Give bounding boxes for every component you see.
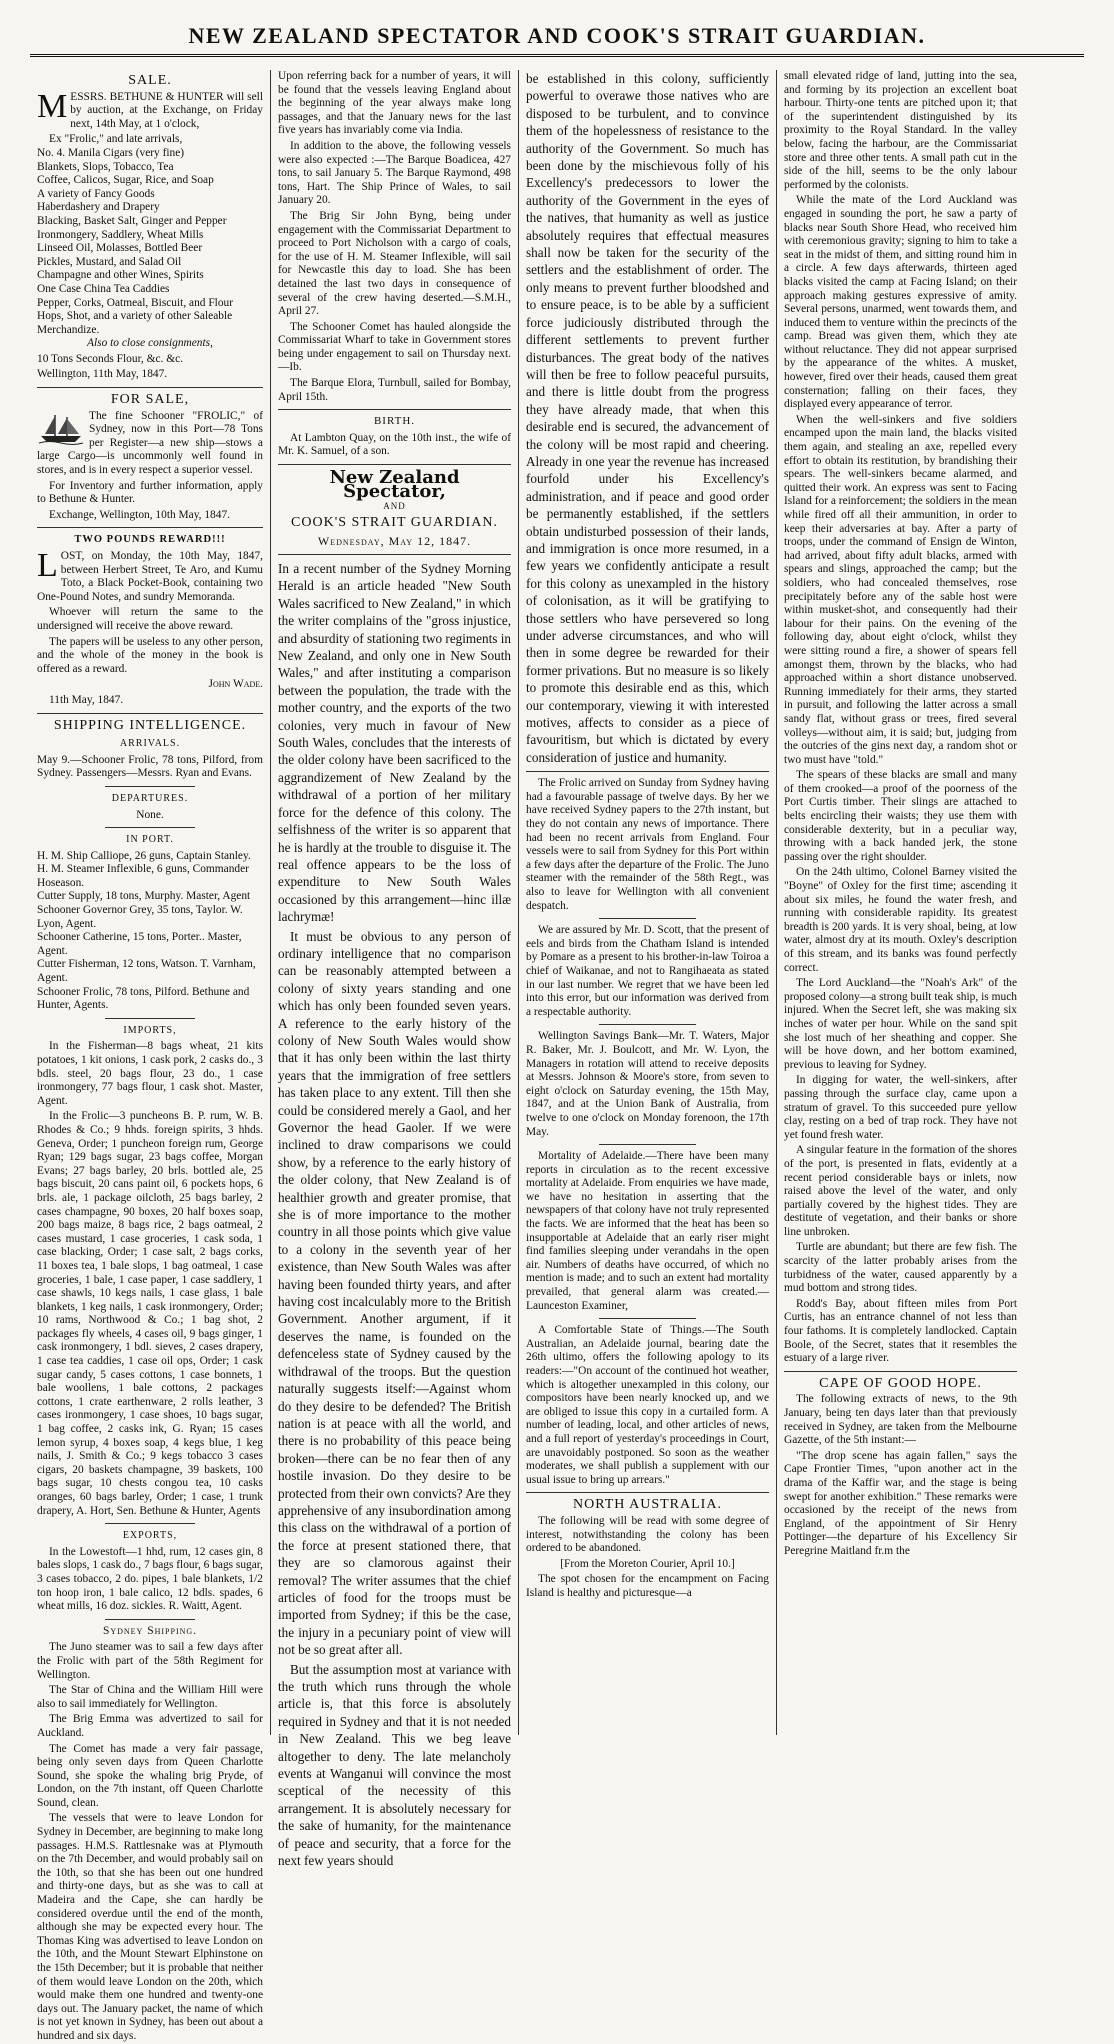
inport-item: Schooner Frolic, 78 tons, Pilford. Bethune and Hunter, Agents. bbox=[37, 985, 250, 1012]
divider bbox=[37, 713, 263, 714]
sydney-para: The Brig Emma was advertized to sail for Auckland. bbox=[37, 1713, 263, 1739]
dateline: Wednesday, May 12, 1847. bbox=[317, 534, 472, 549]
forsale-date: Exchange, Wellington, 10th May, 1847. bbox=[49, 508, 230, 521]
exports-heading: EXPORTS, bbox=[122, 1530, 178, 1542]
north-australia-heading: NORTH AUSTRALIA. bbox=[573, 1497, 722, 1513]
reward-text-3: The papers will be useless to any other person, and the whole of the money in the book is offered as a reward. bbox=[37, 635, 263, 675]
sale-dropcap: M bbox=[37, 87, 68, 125]
paper-subtitle: COOK'S STRAIT GUARDIAN. bbox=[291, 514, 498, 530]
departures-heading: DEPARTURES. bbox=[111, 792, 189, 804]
divider bbox=[105, 1018, 195, 1019]
sale-item: One Case China Tea Caddies bbox=[37, 282, 170, 295]
divider bbox=[784, 1371, 1017, 1372]
birth-text: At Lambton Quay, on the 10th inst., the wife of Mr. K. Samuel, of a son. bbox=[278, 431, 511, 458]
inport-list bbox=[37, 850, 263, 1013]
reward-dropcap: L bbox=[37, 547, 58, 584]
comfortable-news: A Comfortable State of Things.—The South Australian, an Adelaide journal, bearing date the 26th ultimo, offers the following apology to its readers:—"On account of the continued hot weather, which is altogether unexampled in this colony, our compositors have been nearly knocked up, and we are obliged to issue this copy in a curtailed form. A number of leading, local, and other articles of news, and a full report of yesterday's proceedings in Court, are unavoidably postponed. So soon as the weather moderates, we shall publish a supplement with our usual issue to bring up arrears." bbox=[526, 1324, 769, 1486]
sale-item: Hops, Shot, and a variety of other Saleable Merchandize. bbox=[37, 310, 233, 336]
editorial-para: It must be obvious to any person of ordinary intelligence that no comparison can be reasonably attempted between a colony of sixty years standing and one which has only been founded seven years. A reference to the early history of the colony of New South Wales would show that it has only been within the last thirty years that the immigration of free settlers has taken place to any extent. Till then she could be considered merely a Gaol, and her Governor the head Gaoler. If we were inclined to draw comparisons we could show, by a reference to the early history of the older colony, that New Zealand is of healthier growth and greater promise, that she is of more importance to the mother country in all those points which give value to a colony in the seventh year of her existence, than New South Wales was after having been founded thirty years, and after having cost incalculably more to the British Government. Another argument, if it deserves the name, is founded on the defenceless state of Sydney caused by the withdrawal of the troops. But the question naturally suggests itself:—Against whom do they desire to be defended? The British nation is at peace with all the world, and there is no probability of this peace being broken—there can be no fear then of any hostile invasion. Do they desire to be protected from their own convicts? Are they apprehensive of any insubordination among this class on the withdrawal of a portion of the force at present stationed there, that they are so clamorous against their removal? The writer assumes that the chief articles of food for the troops must be imported from Sydney; if this be the case, the injury in a pecuniary point of view will not be so great after all. bbox=[278, 928, 511, 1658]
inport-item: H. M. Steamer Inflexible, 6 guns, Commander Hoseason. bbox=[37, 863, 249, 889]
ship-icon bbox=[37, 412, 85, 444]
savings-bank-news: Wellington Savings Bank—Mr. T. Waters, Major R. Baker, Mr. J. Boulcott, and Mr. W. Lyon, the Managers in rotation will attend to receive deposits at Messrs. Johnson & Moore's store, from seven to eight o'clock on Saturday evening, the 15th May, 1847, and at the Union Bank of Australia, from twelve to one o'clock on Monday forenoon, the 17th May. bbox=[526, 1030, 769, 1138]
birth-heading: BIRTH. bbox=[373, 415, 416, 428]
masthead: NEW ZEALAND SPECTATOR AND COOK'S STRAIT GUARDIAN. bbox=[188, 23, 926, 48]
sale-item: Haberdashery and Drapery bbox=[37, 201, 160, 214]
shipping-para: The Brig Sir John Byng, being under engagement with the Commissariat Department to proceed to Port Nicholson with a cargo of coals, for the use of H. M. Steamer Inflexible, will sail for Newcastle this day to load. She has been detained the last two days in consequence of several of the crew having deserted.—S.M.H., April 27. bbox=[278, 209, 511, 318]
sale-item: Blankets, Slops, Tobacco, Tea bbox=[37, 160, 174, 173]
imports-text-1: In the Fisherman—8 bags wheat, 21 kits potatoes, 1 kit onions, 1 cask pork, 2 casks do., 3 bdls. steel, 20 bags flour, 23 do., 1 case ironmongery, 77 bags flour, 1 cask shot. Master, Agent. bbox=[37, 1040, 263, 1107]
divider bbox=[526, 771, 769, 772]
departures-text: None. bbox=[136, 808, 164, 821]
cape-para: "The drop scene has again fallen," says the Cape Frontier Times, "upon another act in the drama of the Kaffir war, and the stage is being swept for another exhibition." These remarks were occasioned by the receipt of the news from England, of the appointment of Sir Henry Pottinger—the departure of his Excellency Sir Peregrine Maitland fr.m the bbox=[784, 1449, 1017, 1557]
editorial-continued: be established in this colony, sufficiently powerful to overawe those natives who are disposed to be turbulent, and to convince them of the hopelessness of resistance to the authority of the Government. So much has been done by the mischievous folly of his Excellency's predecessors to lower the authority of the Government in the eyes of the natives, that humanity as well as justice absolutely requires that effectual measures shall now be taken for the security of the settlers and the establishment of order. The only means to prevent further bloodshed and to ensure peace, is to be able by a sufficient force judiciously distributed through the different settlements to prevent further disturbances. The great body of the natives will then be free to follow peaceful pursuits, and there is little doubt from the progress they have already made, that when this desirable end is secured, the advancement of the colony will be most rapid and cheering. Already in one year the revenue has increased fourfold under his Excellency's administration, and if peace and good order be permanently established, if the settlers obtain undisturbed possession of their lands, and immigration is once more resumed, in a few years we confidently anticipate a result for this colony as unexampled in the history of colonisation, as it will be gratifying to those settlers who have persevered so long under adverse circumstances, and who will then in some degree be rewarded for their former privations. But no measure is so likely to promote this desirable end as this, which our contemporary, viewing it with interested motives, affects to consider as a piece of favouritism, but which is dictated by every consideration of justice and humanity. bbox=[526, 71, 769, 765]
north-para: The spears of these blacks are small and many of them crooked—a proof of the poorness of the Port Curtis timber. Their slings are attached to belts encircling their waists; they use them with considerable dexterity, but in a peculiar way, throwing with a back handed jerk, the stone passing over the right shoulder. bbox=[784, 769, 1017, 863]
imports-heading: IMPORTS, bbox=[123, 1024, 177, 1036]
reward-date: 11th May, 1847. bbox=[49, 693, 124, 706]
sale-item: Ironmongery, Saddlery, Wheat Mills bbox=[37, 228, 204, 241]
sale-item: A variety of Fancy Goods bbox=[37, 187, 155, 200]
sale-item: Linseed Oil, Molasses, Bottled Beer bbox=[37, 242, 203, 255]
sale-item: Blacking, Basket Salt, Ginger and Pepper bbox=[37, 214, 227, 227]
reward-sign: John Wade. bbox=[208, 678, 263, 691]
editorial bbox=[278, 560, 511, 1869]
north-intro: The following will be read with some degree of interest, notwithstanding the colony has been ordered to be abandoned. bbox=[526, 1514, 769, 1555]
divider bbox=[105, 786, 195, 787]
divider bbox=[105, 1523, 195, 1524]
sydney-para: The Juno steamer was to sail a few days after the Frolic with part of the 58th Regiment for Wellington. bbox=[37, 1641, 263, 1681]
divider bbox=[278, 464, 511, 465]
north-text: The spot chosen for the encampment on Facing Island is healthy and picturesque—a bbox=[526, 1573, 769, 1599]
arrivals-heading: ARRIVALS. bbox=[119, 738, 181, 750]
sale-heading: SALE. bbox=[128, 73, 172, 88]
inport-item: Cutter Fisherman, 12 tons, Watson. T. Varnham, Agent. bbox=[37, 958, 256, 985]
paper-and: AND bbox=[383, 501, 406, 512]
north-para: Rodd's Bay, about fifteen miles from Port Curtis, has an entrance channel of not less than four fathoms. It is completely landlocked. Captain Boole, of the Secret, states that it resembles the estuary of a large river. bbox=[784, 1297, 1017, 1365]
sale-item: Pickles, Mustard, and Salad Oil bbox=[37, 255, 182, 268]
north-para: While the mate of the Lord Auckland was engaged in sounding the port, he saw a party of blacks near South Shore Head, who received him with ceremonious gravity; signing to him to take a seat in the midst of them, and sitting round him in a circle. A few days afterwards, thirteen aged blacks visited the camp at Facing Island; on their approach making gestures expressive of amity. Several persons, unarmed, went towards them, and induced them to venture within the precincts of the camp. Bread was given them, which they ate without reluctance. They did not appear surprised by the appearance of the whites. A musket, however, fired over their heads, caused them great consternation; falling on their faces, they displayed every appearance of terror. bbox=[784, 194, 1017, 411]
inport-item: Cutter Supply, 18 tons, Murphy. Master, Agent bbox=[37, 890, 251, 903]
sale-item: Pepper, Corks, Oatmeal, Biscuit, and Flour bbox=[37, 296, 234, 309]
reward-text-2: Whoever will return the same to the undersigned will receive the above reward. bbox=[37, 606, 263, 632]
divider bbox=[599, 1024, 696, 1025]
north-source: [From the Moreton Courier, April 10.] bbox=[560, 1557, 735, 1570]
shipping-para: Upon referring back for a number of years, it will be found that the vessels leaving England about the beginning of the year always make long passages, and that the January news for the last five years has invariably come via India. bbox=[278, 70, 511, 137]
forsale-heading: FOR SALE, bbox=[110, 392, 190, 408]
sale-item: Coffee, Calicos, Sugar, Rice, and Soap bbox=[37, 174, 214, 187]
column-3 bbox=[518, 70, 776, 1735]
shipping-para: The Schooner Comet has hauled alongside the Commissariat Wharf to take in Government stores being under engagement to sail on Thursday next.—Ib. bbox=[278, 320, 511, 374]
sydney-shipping-heading: Sydney Shipping. bbox=[102, 1624, 198, 1637]
shipping-heading: SHIPPING INTELLIGENCE. bbox=[53, 717, 247, 733]
reward-heading: TWO POUNDS REWARD!!! bbox=[74, 534, 226, 546]
sale-item: Ex "Frolic," and late arrivals, bbox=[49, 133, 183, 146]
north-para: When the well-sinkers and five soldiers encamped upon the main land, the blacks visited them again, and stealing an axe, repelled every effort to obtain its restitution, by brandishing their spears. The well-sinkers became alarmed, and quitted their work. An express was sent to Facing Island for a reinforcement; the soldiers in the mean while fired off all their ammunition, in order to keep their adversaries at bay. After a party of troops, under the command of Ensign de Winton, had arrived, about fifty adult blacks, armed with spears and slings, approached the camp; but the soldiers, who had concealed themselves, rose precipitately before any of the sable host were within musket-shot, and consequently had their labour for their pains. On the evening of the following day, about eight o'clock, whilst they were sitting round a fire, a shower of spears fell amongst them, thrown by the blacks, who had approached within a short distance unobserved. Running immediately for their arms, they started in pursuit, and following the latter across a small sandy flat, without grass or trees, fired several volleys—without aim, it is said; but, judging from the outcries of the gins next day, a random shot or two must have "told." bbox=[784, 413, 1017, 766]
cape-heading: CAPE OF GOOD HOPE. bbox=[819, 1375, 982, 1391]
columns bbox=[30, 70, 1084, 2042]
column-2 bbox=[270, 70, 518, 1869]
adelaide-news: Mortality of Adelaide.—There have been many reports in circulation as to the recent excessive mortality at Adelaide. From enquiries we have made, we have no hesitation in asserting that the newspapers of that colony have not truly represented the facts. We are informed that the heat has been so insupportable at Adelaide that an early riser might find families sleeping under verandahs in the open air. Numbers of deaths have occurred, of which no mention is made; and to such an extent had mortality prevailed, that general alarm was created.—Launceston Examiner, bbox=[526, 1150, 769, 1312]
cape-para: The following extracts of news, to the 9th January, being ten days later than that previously received in Sydney, are taken from the Melbourne Gazette, of the 5th instant:— bbox=[784, 1393, 1017, 1447]
divider bbox=[599, 1144, 696, 1145]
north-para: The Lord Auckland—the "Noah's Ark" of the proposed colony—a strong built teak ship, is much injured. When the Secret left, she was making six inches of water per hour. While on the sand spit she lost much of her sheathing and copper. She will be hove down, and her bottom examined, previous to leaving for Sydney. bbox=[784, 977, 1017, 1071]
north-para: small elevated ridge of land, jutting into the sea, and forming by its projection an excellent boat harbour. Thirty-one tents are pitched upon it; that of the superintendent distinguished by its proximity to the Royal Standard. In the valley below, facing the harbour, are the Commissariat store and three other tents. A small path cut in the side of the hill, seems to be the only labour performed by the colonists. bbox=[784, 70, 1017, 191]
inport-item: Schooner Catherine, 15 tons, Porter.. Master, Agent. bbox=[37, 931, 242, 957]
inport-item: Schooner Governor Grey, 35 tons, Taylor. W. Lyon, Agent. bbox=[37, 904, 243, 930]
north-para: Turtle are abundant; but there are few fish. The scarcity of the latter probably arises from the turbidness of the water, caused apparently by a mud bottom and strong tides. bbox=[784, 1241, 1017, 1295]
divider bbox=[37, 527, 263, 528]
column-1 bbox=[30, 70, 270, 2042]
editorial-para: In a recent number of the Sydney Morning Herald is an article headed "New South Wales sacrificed to New Zealand," in which the writer complains of the "gross injustice, and absurdity of stationing two regiments in New Zealand, and only one in New South Wales," and after instituting a comparison between the population, the trade with the mother country, and the exports of the two colonies, very much in favour of New South Wales, concludes that the interests of the older colony have been sacrificed to the aggrandizement of New Zealand by the withdrawal of a portion of her military force for the defence of this colony. The selfishness of the writer is so apparent that he is hardly at the trouble to disguise it. The real offence appears to be the loss of expenditure to New South Wales occasioned by this arrangement—hinc illæ lachrymæ! bbox=[278, 561, 511, 925]
editorial-para: But the assumption most at variance with the truth which runs through the whole article is, that this force is absolutely required in Sydney and that it is not needed in New Zealand. This we beg leave altogether to deny. The late melancholy events at Wanganui will convince the most sceptical of the necessity of this arrangement. It is absolutely necessary for the sake of humanity, for the maintenance of peace and security, that a force for the next few years should bbox=[278, 1661, 511, 1869]
shipping-para: In addition to the above, the following vessels were also expected :—The Barque Boadicea, 427 tons, to sail January 5. The Barque Raymond, 498 tons, Hart. The Ship Prince of Wales, to sail January 20. bbox=[278, 139, 511, 207]
exports-text: In the Lowestoft—1 hhd, rum, 12 cases gin, 8 bales slops, 1 cask do., 7 bags flour, 6 bags sugar, 3 cases tobacco, 2 do. pipes, 1 bale blankets, 1/2 ton hoop iron, 1 bale calico, 12 bdls. spades, 6 wheat mills, 16 doz. sickles. R. Waitt, Agent. bbox=[37, 1545, 263, 1613]
divider bbox=[599, 1318, 696, 1319]
frolic-news: The Frolic arrived on Sunday from Sydney having had a favourable passage of twelve days. By her we have received Sydney papers to the 27th instant, but they do not contain any news of importance. There had been no recent arrivals from England. Four vessels were to sail from Sydney for this Port within a few days after the departure of the Frolic. The Juno steamer with the remainder of the 58th Regt., was also to leave for Wellington with all convenient despatch. bbox=[526, 777, 769, 912]
inport-heading: IN PORT. bbox=[126, 834, 174, 846]
masthead-rule bbox=[30, 54, 1084, 57]
divider bbox=[278, 409, 511, 410]
sale-also: Also to close consignments, bbox=[87, 337, 213, 350]
divider bbox=[526, 1492, 769, 1493]
sydney-para: The Comet has made a very fair passage, being only seven days from Queen Charlotte Sound, she spoke the whaling brig Pryde, of London, on the 7th instant, off Queen Charlotte Sound, clean. bbox=[37, 1742, 263, 1809]
north-para: In digging for water, the well-sinkers, after passing through the surface clay, came upon a stratum of gravel. To this succeeded pure yellow clay, resting on a bed of trap rock. They have not yet found fresh water. bbox=[784, 1074, 1017, 1141]
reward-text: OST, on Monday, the 10th May, 1847, between Herbert Street, Te Aro, and Kumu Toto, a Black Pocket-Book, containing two One-Pound Notes, and sundry Memoranda. bbox=[37, 550, 263, 603]
north-para: A singular feature in the formation of the shores of the port, is presented in flats, evidently at a recent period considerable bays or inlets, now raised above the level of the water, and only partially covered by the highest tides. They are destitute of vegetation, and their banks or shore line unbroken. bbox=[784, 1144, 1017, 1238]
scott-news: We are assured by Mr. D. Scott, that the present of eels and birds from the Chatham Island is intended by Pomare as a present to his brother-in-law Toiroa a chief of Waikanae, and not to Rangihaeata as stated in our last number. We regret that we have been led into this error, but our information was derived from a respectable authority. bbox=[526, 924, 769, 1018]
divider bbox=[105, 827, 195, 828]
north-para: On the 24th ultimo, Colonel Barney visited the "Boyne" of Oxley for the first time; ascending it about six miles, he found the water fresh, and running with considerable rapidity. Its greatest breadth is 200 yards. It is very shoal, being, at low water, almost dry at its mouth. Oxley's description of this stream, and its banks was found perfectly correct. bbox=[784, 866, 1017, 974]
divider bbox=[37, 387, 263, 388]
paper-title: New Zealand Spectator, bbox=[329, 467, 460, 502]
arrivals-text: May 9.—Schooner Frolic, 78 tons, Pilford, from Sydney. Passengers—Messrs. Ryan and Evans. bbox=[37, 753, 263, 780]
inport-item: H. M. Ship Calliope, 26 guns, Captain Stanley. bbox=[37, 849, 251, 862]
sale-tons: 10 Tons Seconds Flour, &c. &c. bbox=[37, 352, 183, 365]
divider bbox=[599, 918, 696, 919]
sale-items bbox=[37, 133, 263, 337]
column-4 bbox=[776, 70, 1024, 1735]
sale-item: Champagne and other Wines, Spirits bbox=[37, 269, 204, 282]
imports-text-2: In the Frolic—3 puncheons B. P. rum, W. B. Rhodes & Co.; 9 hhds. foreign spirits, 3 hhds. Geneva, Order; 1 puncheon foreign rum, George Ryan; 129 bags sugar, 23 bags coffee, Morgan Evans; 27 bags barley, 20 brls. bottled ale, 25 bags biscuit, 20 cans paint oil, 6 pockets hops, 6 brls. ale, 1 package oilcloth, 25 bags barley, 2 cases champagne, 90 boxes, 20 half boxes soap, 200 bags maize, 8 bags rice, 2 bags oatmeal, 2 cases mustard, 1 case groceries, 1 cask soda, 1 case blacking, Order; 1 case salt, 2 bags corks, 11 boxes tea, 1 bale slops, 1 bag oatmeal, 1 case groceries, 1 bale, 1 case paper, 1 case saddlery, 1 case shawls, 10 kegs nails, 1 case glass, 1 bale blankets, 1 keg nails, 1 cask ironmongery, Order; 10 rams, Northwood & Co.; 1 bag shot, 2 packages fly wheels, 4 cases oil, 9 bags ginger, 1 cask ironmongery, 1 bdl. sieves, 2 cases drapery, 1 case tea caddies, 1 case oil ops, Order; 1 cask sugar candy, 5 cases cottons, 1 case bonnets, 1 bale woollens, 1 bale cottons, 2 packages cottons, 1 crate earthenware, 2 rolls leather, 3 cases ironmongery, 1 case shoes, 10 bags sugar, 1 bag coffee, 2 casks ink, G. Ryan; 15 cases lemon syrup, 4 boxes soap, 4 kegs blue, 1 keg nails, J. Smith & Co.; 9 kegs tobacco 3 cases cigars, 20 baskets champagne, 39 baskets, 100 bags sugar, 10 chests congou tea, 10 casks oranges, 60 bags barley, Order; 1 case, 1 trunk drapery, A. Hort, Sen. Bethune & Hunter, Agents bbox=[37, 1110, 263, 1517]
sale-item: No. 4. Manila Cigars (very fine) bbox=[37, 146, 185, 159]
sale-date: Wellington, 11th May, 1847. bbox=[37, 368, 168, 381]
shipping-para: The Barque Elora, Turnbull, sailed for Bombay, April 15th. bbox=[278, 377, 511, 403]
forsale-apply: For Inventory and further information, apply to Bethune & Hunter. bbox=[37, 479, 263, 506]
sale-intro: ESSRS. BETHUNE & HUNTER will sell by auction, at the Exchange, on Friday next, 14th May, at 1 o'clock, bbox=[70, 90, 263, 130]
forsale-text: The fine Schooner "FROLIC," of Sydney, now in this Port—78 Tons per Register—a new ship—stows a large Cargo—is uncommonly well found in stores, and is in every respect a superior vessel. bbox=[37, 409, 263, 477]
divider bbox=[278, 554, 511, 555]
sydney-para: The Star of China and the William Hill were also to sail immediately for Wellington. bbox=[37, 1684, 263, 1710]
sydney-para: The vessels that were to leave London for Sydney in December, are beginning to make long passages. H.M.S. Rattlesnake was at Plymouth on the 7th December, and would probably sail on the 10th, so that she has been out one hundred and thirty-one days, but as she was to call at Madeira and the Cape, she can hardly be considered overdue until the end of the month, although she may be expected every hour. The Thomas King was advertised to leave London on the 10th, and the Mount Stewart Elphinstone on the 15th December; but it is probable that neither of them would leave London on the 20th, which would make them one hundred and twenty-one days out. The January packet, the name of which is not yet known in Sydney, has been out about a hundred and six days. bbox=[37, 1812, 263, 2042]
divider bbox=[105, 1619, 195, 1620]
